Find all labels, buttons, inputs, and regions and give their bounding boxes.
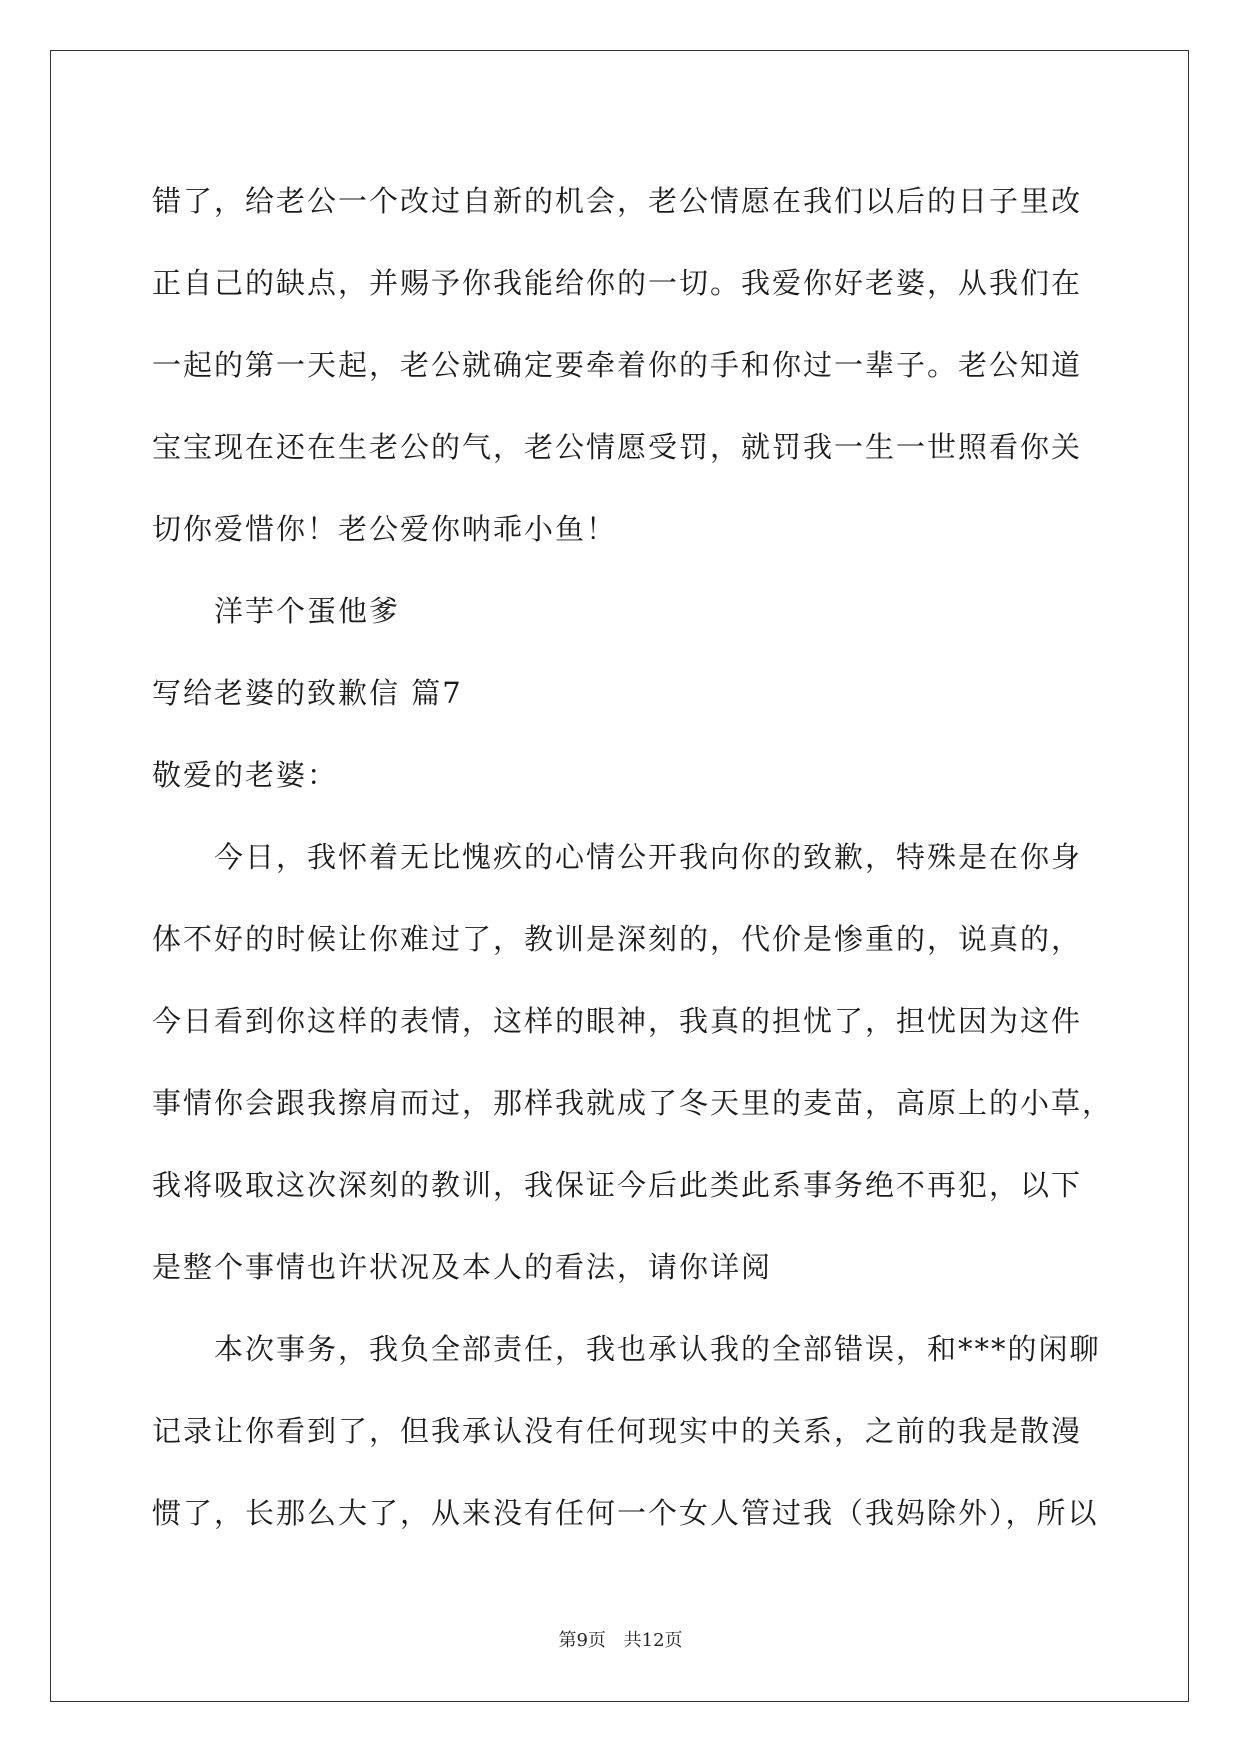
text-line: 记录让你看到了，但我承认没有任何现实中的关系，之前的我是散漫 [152,1414,1083,1448]
text-line: 今日看到你这样的表情，这样的眼神，我真的担忧了，担忧因为这件 [152,1004,1083,1038]
text-line: 宝宝现在还在生老公的气，老公情愿受罚，就罚我一生一世照看你关 [152,430,1083,464]
document-body [152,160,1114,1554]
salutation: 敬爱的老婆： [152,758,339,792]
text-line: 我将吸取这次深刻的教训，我保证今后此类此系事务绝不再犯，以下 [152,1168,1083,1202]
text-line: 是整个事情也许状况及本人的看法，请你详阅 [152,1250,773,1284]
text-line: 切你爱惜你！老公爱你呐乖小鱼！ [152,512,618,546]
text-line: 错了，给老公一个改过自新的机会，老公情愿在我们以后的日子里改 [152,184,1083,218]
page-footer [0,1626,1241,1652]
text-line: 惯了，长那么大了，从来没有任何一个女人管过我（我妈除外），所以 [152,1496,1099,1530]
section-heading: 写给老婆的致歉信 篇7 [152,676,463,710]
text-line: 今日，我怀着无比愧疚的心情公开我向你的致歉，特殊是在你身 [214,840,1083,874]
text-line: 一起的第一天起，老公就确定要牵着你的手和你过一辈子。老公知道 [152,348,1083,382]
text-line: 本次事务，我负全部责任，我也承认我的全部错误，和***的闲聊 [214,1332,1101,1366]
text-line: 体不好的时候让你难过了，教训是深刻的，代价是惨重的，说真的， [152,922,1083,956]
page-number: 第9页 [558,1630,606,1651]
text-line: 正自己的缺点，并赐予你我能给你的一切。我爱你好老婆，从我们在 [152,266,1083,300]
signature-line: 洋芋个蛋他爹 [214,594,401,628]
text-line: 事情你会跟我擦肩而过，那样我就成了冬天里的麦苗，高原上的小草， [152,1086,1114,1120]
page-total: 共12页 [623,1630,683,1651]
